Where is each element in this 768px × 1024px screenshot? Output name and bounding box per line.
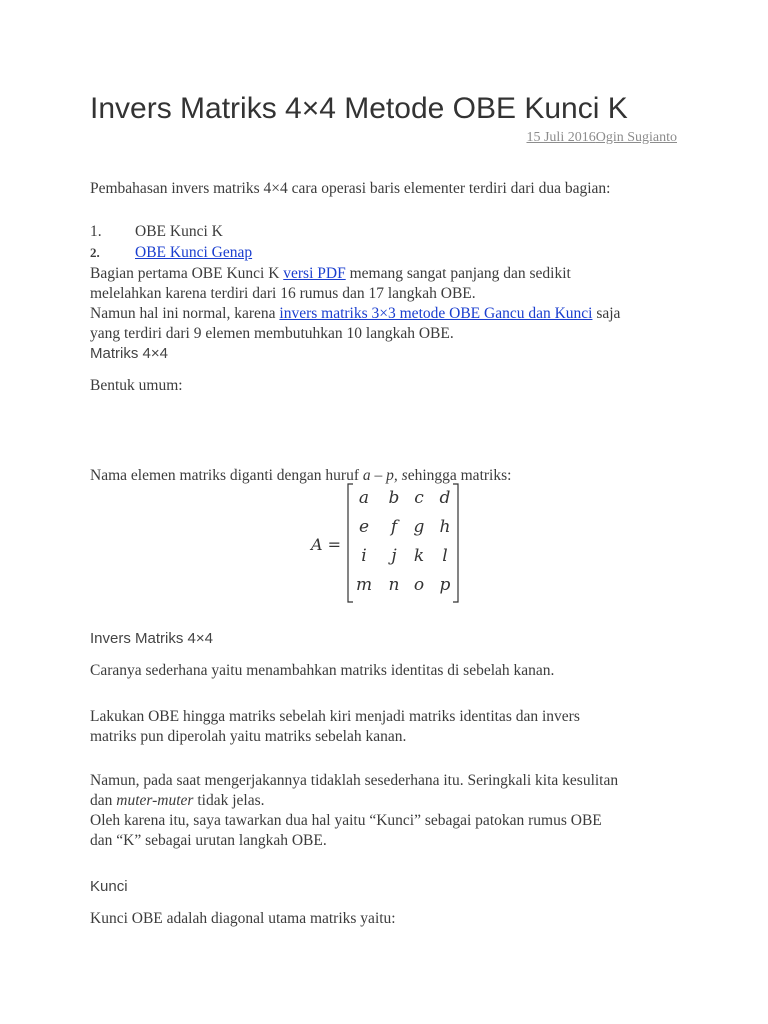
section-heading-kunci: Kunci xyxy=(90,878,128,895)
kunci-paragraph: Kunci OBE adalah diagonal utama matriks yaitu: xyxy=(90,910,396,927)
paragraph-text: Namun, pada saat mengerjakannya tidaklah sesederhana itu. Seringkali kita kesulitan xyxy=(90,772,619,789)
list-item xyxy=(90,243,252,263)
paragraph-text: ehingga matriks: xyxy=(407,467,512,484)
paragraph-text: s xyxy=(397,467,408,484)
paragraph-text: dan “K” sebagai urutan langkah OBE. xyxy=(90,832,327,849)
right-bracket xyxy=(453,484,458,602)
post-author-link[interactable]: Ogin Sugianto xyxy=(595,130,677,145)
paragraph-text: Namun hal ini normal, karena xyxy=(90,305,280,322)
intro-paragraph: Pembahasan invers matriks 4×4 cara operasi baris elementer terdiri dari dua bagian: xyxy=(90,180,611,197)
paragraph-text: yang terdiri dari 9 elemen membutuhkan 10 langkah OBE. xyxy=(90,325,454,342)
matrix-entry: g xyxy=(413,517,425,537)
paragraph-text: melelahkan karena terdiri dari 16 rumus dan 17 langkah OBE. xyxy=(90,285,476,302)
emphasis-text: muter-muter xyxy=(116,792,194,809)
bentuk-umum-text: Bentuk umum: xyxy=(90,377,183,394)
article-title: Invers Matriks 4×4 Metode OBE Kunci K xyxy=(90,92,628,125)
list-number: 1. xyxy=(90,223,102,240)
range-text: a – p, xyxy=(362,467,398,484)
matrix-lhs: A = xyxy=(311,535,342,554)
paragraph-text: tidak jelas. xyxy=(193,792,265,809)
matrix-entry: f xyxy=(390,517,398,537)
paragraph-text: Oleh karena itu, saya tawarkan dua hal yaitu “Kunci” sebagai patokan rumus OBE xyxy=(90,812,602,829)
list-item xyxy=(90,222,223,242)
matrix-entry: m xyxy=(355,575,373,595)
post-date-link[interactable]: 15 Juli 2016 xyxy=(526,130,596,145)
section-heading-matriks: Matriks 4×4 xyxy=(90,345,168,362)
matrix-entry: l xyxy=(442,546,448,566)
list-number: 2. xyxy=(90,245,100,260)
paragraph-text: memang sangat panjang dan sedikit xyxy=(345,265,571,282)
matrix-entry: d xyxy=(439,488,451,508)
matrix-entry: j xyxy=(391,546,397,566)
matrix-entry: i xyxy=(361,546,367,566)
matrix-entry: n xyxy=(388,575,400,595)
paragraph-text: saja xyxy=(592,305,621,322)
obe-kunci-genap-link[interactable]: OBE Kunci Genap xyxy=(135,244,253,261)
matrix-entry: b xyxy=(388,488,400,508)
matrix-entry: p xyxy=(439,575,451,595)
matrix-entry: e xyxy=(358,517,370,537)
matrix-equation xyxy=(305,482,465,604)
paragraph-text: dan xyxy=(90,792,117,809)
left-bracket xyxy=(348,484,353,602)
caranya-paragraph: Caranya sederhana yaitu menambahkan matriks identitas di sebelah kanan. xyxy=(90,662,555,679)
paragraph-bagian-pertama xyxy=(90,264,680,344)
matrix-entry: a xyxy=(358,488,370,508)
post-meta xyxy=(526,130,677,146)
matrix-entry: o xyxy=(413,575,425,595)
list-item-label: OBE Kunci K xyxy=(135,223,223,240)
paragraph-text: Lakukan OBE hingga matriks sebelah kiri menjadi matriks identitas dan invers xyxy=(90,708,580,725)
paragraph-text: matriks pun diperolah yaitu matriks sebelah kanan. xyxy=(90,728,407,745)
lakukan-paragraph xyxy=(90,707,680,747)
matrix-entry: h xyxy=(439,517,451,537)
matrix-entry: c xyxy=(414,488,424,508)
matrix-entry: k xyxy=(413,546,425,566)
versi-pdf-link[interactable]: versi PDF xyxy=(283,265,346,282)
paragraph-text: Nama elemen matriks diganti dengan huruf xyxy=(90,467,363,484)
paragraph-text: Bagian pertama OBE Kunci K xyxy=(90,265,284,282)
invers-3x3-link[interactable]: invers matriks 3×3 metode OBE Gancu dan Kunci xyxy=(279,305,593,322)
namun-paragraph xyxy=(90,771,680,851)
section-heading-invers: Invers Matriks 4×4 xyxy=(90,630,213,647)
